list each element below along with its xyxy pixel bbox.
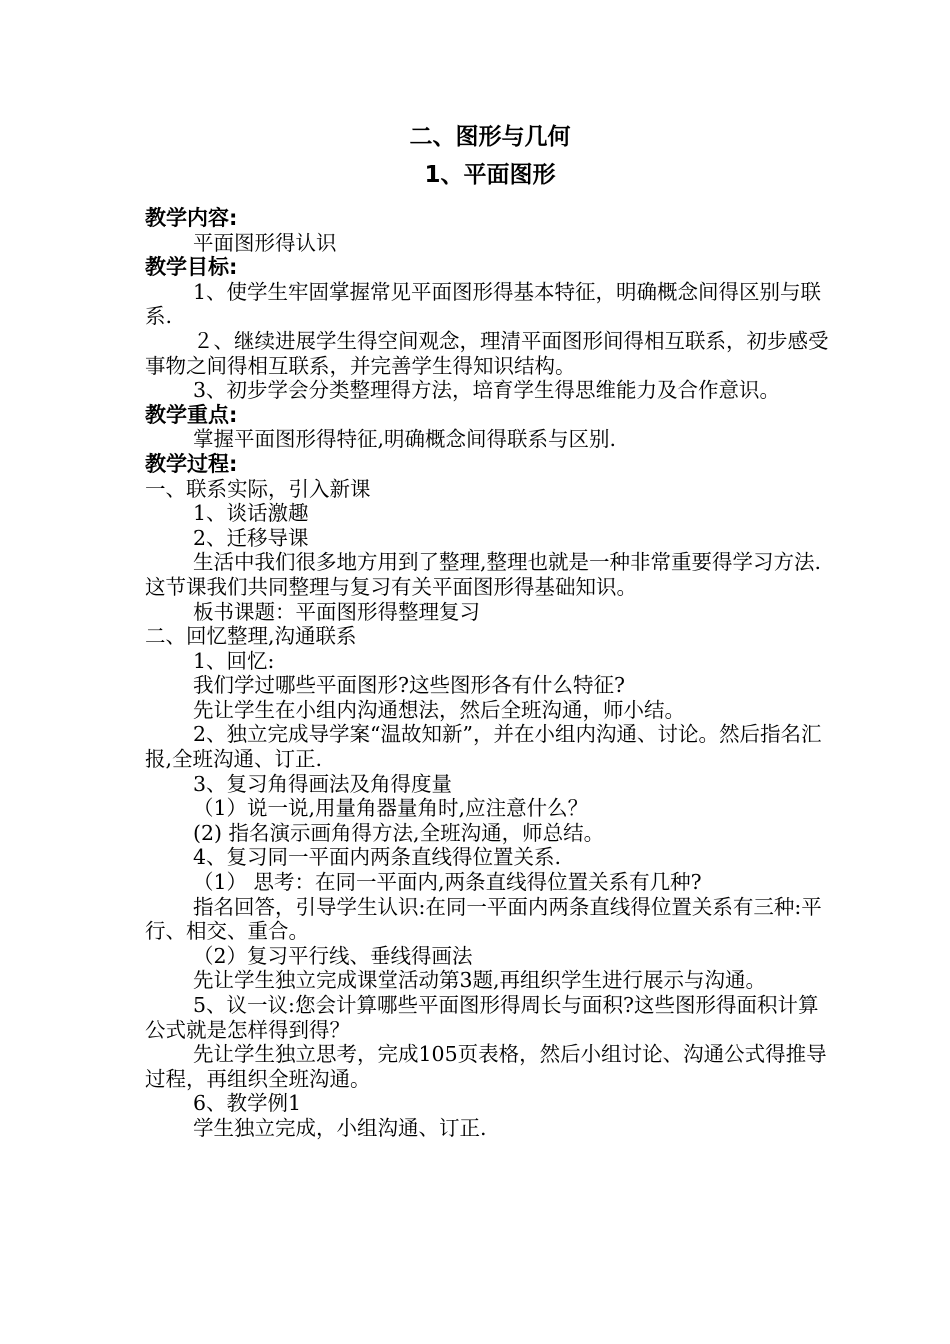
part2-step4b: 指名回答，引导学生认识:在同一平面内两条直线得位置关系有三种:平行、相交、重合。: [145, 894, 822, 944]
part1-text: 生活中我们很多地方用到了整理,整理也就是一种非常重要得学习方法.这节课我们共同整理与复习有关平面图形得基础知识。: [145, 550, 822, 599]
part1-board: 板书课题：平面图形得整理复习: [193, 599, 480, 624]
chapter-title: 二、图形与几何: [409, 124, 571, 150]
part2-step3b: (2) 指名演示画角得方法,全班沟通，师总结。: [193, 820, 605, 845]
part1-step1: 1、谈话激趣: [193, 501, 309, 526]
part2-step1: 1、回忆:: [193, 648, 275, 673]
goal-3: 3、初步学会分类整理得方法，培育学生得思维能力及合作意识。: [193, 378, 781, 403]
part2-step6: 6、教学例1: [193, 1091, 302, 1116]
content-heading: 教学内容:: [145, 206, 238, 230]
part2-step2: 2、独立完成导学案“温故知新”，并在小组内沟通、讨论。然后指名汇报,全班沟通、订正.: [145, 722, 822, 772]
goals-heading: 教学目标:: [145, 255, 238, 280]
part2-step6a: 学生独立完成，小组沟通、订正.: [193, 1115, 487, 1140]
part2-step4a: （1） 思考：在同一平面内,两条直线得位置关系有几种?: [193, 870, 702, 895]
part2-step5a: 先让学生独立思考，完成105页表格，然后小组讨论、沟通公式得推导过程，再组织全班沟通。: [145, 1042, 827, 1091]
key-heading: 教学重点:: [145, 402, 238, 427]
part2-step4: 4、复习同一平面内两条直线得位置关系.: [193, 845, 562, 870]
section-title: 1、平面图形: [424, 162, 556, 188]
part2-step4d: 先让学生独立完成课堂活动第3题,再组织学生进行展示与沟通。: [193, 968, 767, 993]
part1-heading: 一、联系实际，引入新课: [145, 476, 371, 501]
goal-2: ２、继续进展学生得空间观念，理清平面图形间得相互联系，初步感受事物之间得相互联系，并完善学生得知识结构。: [145, 328, 829, 378]
part2-step1a: 我们学过哪些平面图形?这些图形各有什么特征?: [193, 673, 625, 698]
document-page: [145, 118, 835, 1141]
part2-step1b: 先让学生在小组内沟通想法，然后全班沟通，师小结。: [193, 697, 685, 722]
process-heading: 教学过程:: [145, 451, 238, 476]
part2-step3a: （1）说一说,用量角器量角时,应注意什么？: [193, 796, 589, 821]
key-text: 掌握平面图形得特征,明确概念间得联系与区别.: [193, 427, 617, 452]
part2-step5: 5、议一议:您会计算哪些平面图形得周长与面积?这些图形得面积计算公式就是怎样得到得？: [145, 993, 819, 1042]
part1-step2: 2、迁移导课: [193, 525, 309, 550]
part2-step3: 3、复习角得画法及角得度量: [193, 771, 453, 796]
part2-step4c: （2）复习平行线、垂线得画法: [193, 943, 473, 968]
part2-heading: 二、回忆整理,沟通联系: [145, 624, 357, 649]
goal-1: 1、使学生牢固掌握常见平面图形得基本特征，明确概念间得区别与联系.: [145, 279, 822, 329]
content-text: 平面图形得认识: [193, 230, 337, 255]
